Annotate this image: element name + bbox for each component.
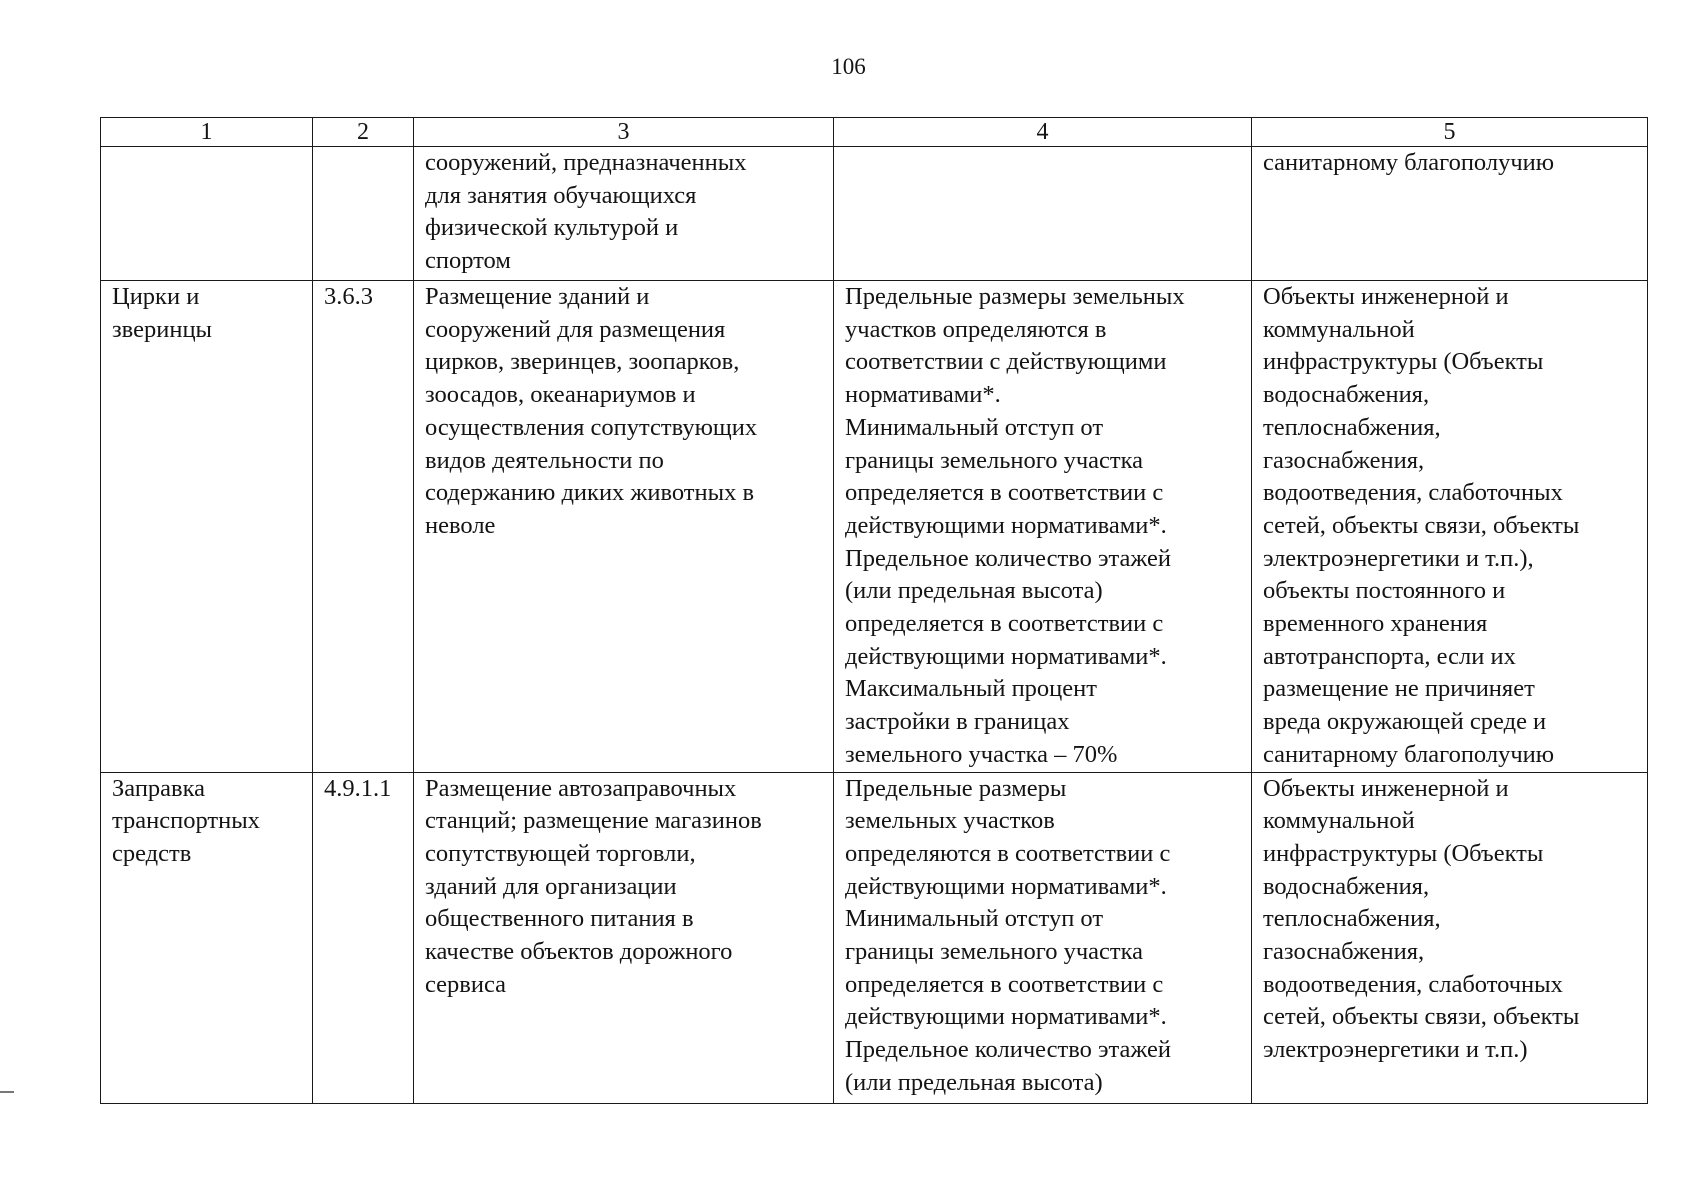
land-use-name-cell: Заправка транспортных средств <box>101 772 313 1103</box>
column-number-3: 3 <box>414 118 834 147</box>
page-number: 106 <box>831 54 866 79</box>
land-use-code-cell: 3.6.3 <box>313 281 414 773</box>
table-row <box>101 772 1648 1103</box>
table-row <box>101 281 1648 773</box>
land-use-code-cell: 4.9.1.1 <box>313 772 414 1103</box>
auxiliary-uses-cell: санитарному благополучию <box>1252 147 1648 281</box>
parameters-cell <box>834 147 1252 281</box>
column-number-2: 2 <box>313 118 414 147</box>
scan-edge-mark <box>0 1091 14 1093</box>
auxiliary-uses-cell: Объекты инженерной и коммунальной инфраструктуры (Объекты водоснабжения, теплоснабжения, газоснабжения, водоотведения, слаботочных сетей, объекты связи, объекты электроэнергетики и т.п.) <box>1252 772 1648 1103</box>
land-use-name-cell <box>101 147 313 281</box>
column-number-5: 5 <box>1252 118 1648 147</box>
parameters-cell: Предельные размеры земельных участков определяются в соответствии с действующими нормативами*. Минимальный отступ от границы земельного участка определяется в соответствии с действующими нормативами*. Предельное количество этажей (или предельная высота) <box>834 772 1252 1103</box>
column-number-1: 1 <box>101 118 313 147</box>
land-use-table <box>100 117 1648 1104</box>
land-use-name-cell: Цирки и зверинцы <box>101 281 313 773</box>
table-row <box>101 147 1648 281</box>
table-header-row <box>101 118 1648 147</box>
description-cell: Размещение зданий и сооружений для размещения цирков, зверинцев, зоопарков, зоосадов, океанариумов и осуществления сопутствующих видов деятельности по содержанию диких животных в неволе <box>414 281 834 773</box>
column-number-4: 4 <box>834 118 1252 147</box>
land-use-code-cell <box>313 147 414 281</box>
description-cell: сооружений, предназначенных для занятия обучающихся физической культурой и спортом <box>414 147 834 281</box>
auxiliary-uses-cell: Объекты инженерной и коммунальной инфраструктуры (Объекты водоснабжения, теплоснабжения, газоснабжения, водоотведения, слаботочных сетей, объекты связи, объекты электроэнергетики и т.п.), объекты постоянного и временного хранения автотранспорта, если их размещение не причиняет вреда окружающей среде и санитарному благополучию <box>1252 281 1648 773</box>
parameters-cell: Предельные размеры земельных участков определяются в соответствии с действующими нормативами*. Минимальный отступ от границы земельного участка определяется в соответствии с действующими нормативами*. Предельное количество этажей (или предельная высота) определяется в соответствии с действующими нормативами*. Максимальный процент застройки в границах земельного участка – 70% <box>834 281 1252 773</box>
description-cell: Размещение автозаправочных станций; размещение магазинов сопутствующей торговли, зданий для организации общественного питания в качестве объектов дорожного сервиса <box>414 772 834 1103</box>
